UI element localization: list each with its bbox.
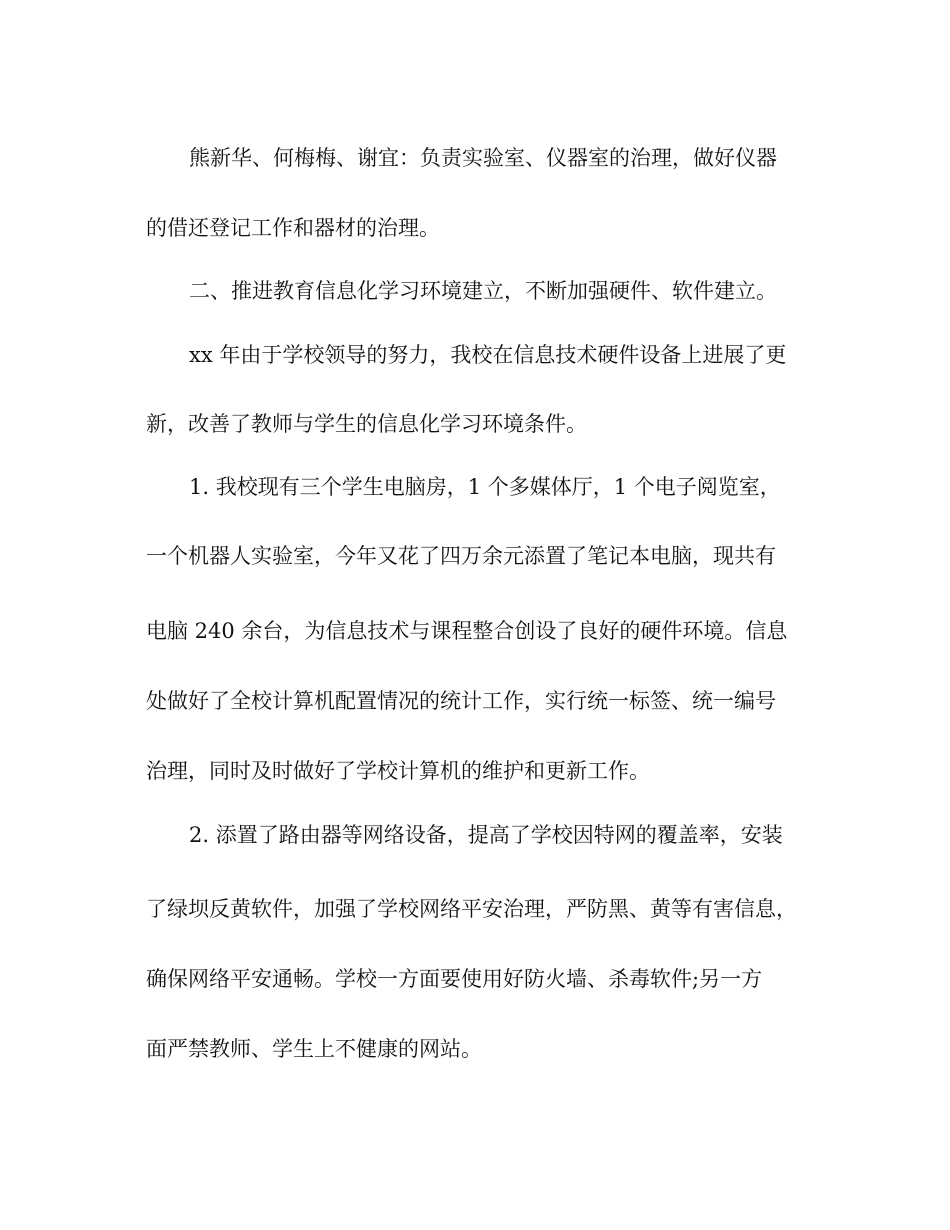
section-heading: 二、推进教育信息化学习环境建立，不断加强硬件、软件建立。 <box>189 279 777 303</box>
list-item-line: 1. 我校现有三个学生电脑房，1 个多媒体厅，1 个电子阅览室， <box>189 475 781 499</box>
list-item-line: 2. 添置了路由器等网络设备，提高了学校因特网的覆盖率，安装 <box>189 823 783 847</box>
list-item-line: 电脑 240 余台，为信息技术与课程整合创设了良好的硬件环境。信息 <box>146 619 788 643</box>
list-item-line: 面严禁教师、学生上不健康的网站。 <box>146 1037 482 1061</box>
paragraph-line: 熊新华、何梅梅、谢宜：负责实验室、仪器室的治理，做好仪器 <box>189 146 777 170</box>
list-item-line: 治理，同时及时做好了学校计算机的维护和更新工作。 <box>146 759 650 783</box>
list-item-line: 了绿坝反黄软件，加强了学校网络平安治理，严防黑、黄等有害信息， <box>146 897 797 921</box>
list-item-line: 一个机器人实验室，今年又花了四万余元添置了笔记本电脑，现共有 <box>146 544 776 568</box>
list-item-line: 确保网络平安通畅。学校一方面要使用好防火墙、杀毒软件;另一方 <box>146 967 763 991</box>
paragraph-line: 的借还登记工作和器材的治理。 <box>146 216 440 240</box>
list-item-line: 处做好了全校计算机配置情况的统计工作，实行统一标签、统一编号 <box>146 689 776 713</box>
paragraph-line: 新，改善了教师与学生的信息化学习环境条件。 <box>146 412 587 436</box>
paragraph-line: xx 年由于学校领导的努力，我校在信息技术硬件设备上进展了更 <box>189 343 787 367</box>
